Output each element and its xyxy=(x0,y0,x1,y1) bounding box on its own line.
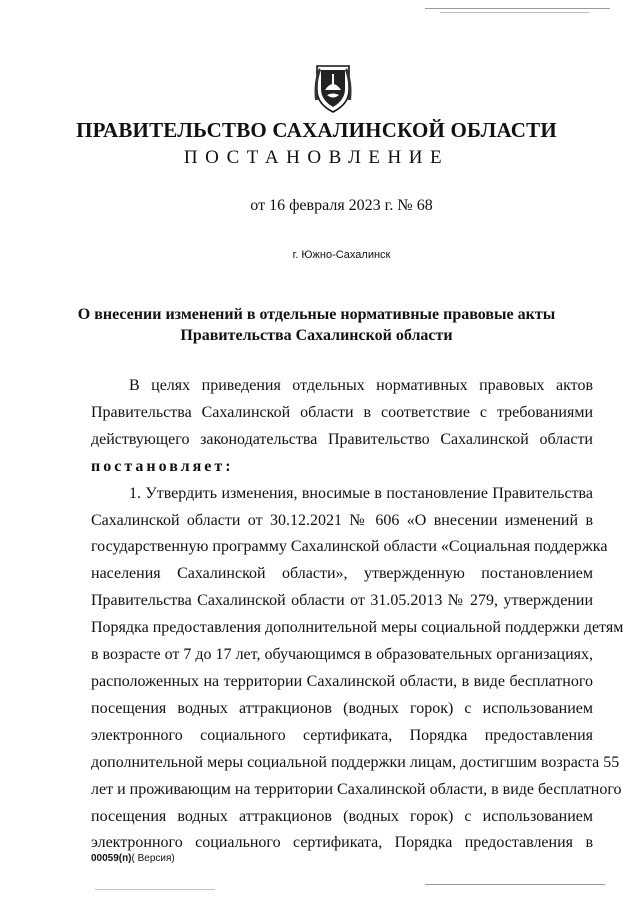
document-version: ( Версия) xyxy=(131,853,175,864)
body-line: электронного социального сертификата, Порядка предоставления xyxy=(91,726,593,744)
body-line: действующего законодательства Правительство Сахалинской области xyxy=(91,430,593,448)
body-line: Порядка предоставления дополнительной меры социальной поддержки детям xyxy=(91,619,624,637)
body-line: электронного социального сертификата, Порядка предоставления в xyxy=(91,834,593,852)
body-line: посещения водных аттракционов (водных горок) с использованием xyxy=(91,699,593,717)
body-line: В целях приведения отдельных нормативных правовых актов xyxy=(129,377,593,394)
document-body xyxy=(91,373,624,857)
body-line: 1. Утвердить изменения, вносимые в постановление Правительства xyxy=(129,484,593,502)
body-line: государственную программу Сахалинской области «Социальная поддержка xyxy=(91,538,608,556)
document-footer xyxy=(91,853,175,864)
body-line: посещения водных аттракционов (водных горок) с использованием xyxy=(91,807,593,825)
body-line: дополнительной меры социальной поддержки лицам, достигшим возраста 55 xyxy=(91,753,620,771)
scan-artifact-top xyxy=(425,8,610,9)
resolve-word: постановляет: xyxy=(91,457,234,475)
document-city: г. Южно-Сахалинск xyxy=(292,249,391,261)
body-line: Правительства Сахалинской области от 31.05.2013 № 279, утверждении xyxy=(91,592,593,610)
subject-line: О внесении изменений в отдельные нормативные правовые акты xyxy=(77,306,556,323)
body-line: Сахалинской области от 30.12.2021 № 606 «О внесении изменений в xyxy=(91,511,593,529)
document-subject xyxy=(0,304,633,346)
body-line: населения Сахалинской области», утвержденную постановлением xyxy=(91,565,593,583)
scan-artifact-bottom-2 xyxy=(95,889,215,890)
government-title: ПРАВИТЕЛЬСТВО САХАЛИНСКОЙ ОБЛАСТИ xyxy=(76,118,557,142)
body-line: Правительства Сахалинской области в соответствие с требованиями xyxy=(91,403,593,421)
scan-artifact-top-2 xyxy=(440,12,590,13)
body-line: расположенных на территории Сахалинской области, в виде бесплатного xyxy=(91,672,593,690)
document-date-number: от 16 февраля 2023 г. № 68 xyxy=(250,197,433,214)
document-type: ПОСТАНОВЛЕНИЕ xyxy=(183,147,450,168)
subject-line: Правительства Сахалинской области xyxy=(180,327,453,344)
body-line: в возрасте от 7 до 17 лет, обучающимся в образовательных организациях, xyxy=(91,646,593,664)
coat-of-arms-icon xyxy=(313,60,353,116)
body-line: лет и проживающим на территории Сахалинской области, в виде бесплатного xyxy=(91,780,622,798)
scan-artifact-bottom xyxy=(425,884,605,885)
document-code: 00059(п) xyxy=(91,853,132,864)
